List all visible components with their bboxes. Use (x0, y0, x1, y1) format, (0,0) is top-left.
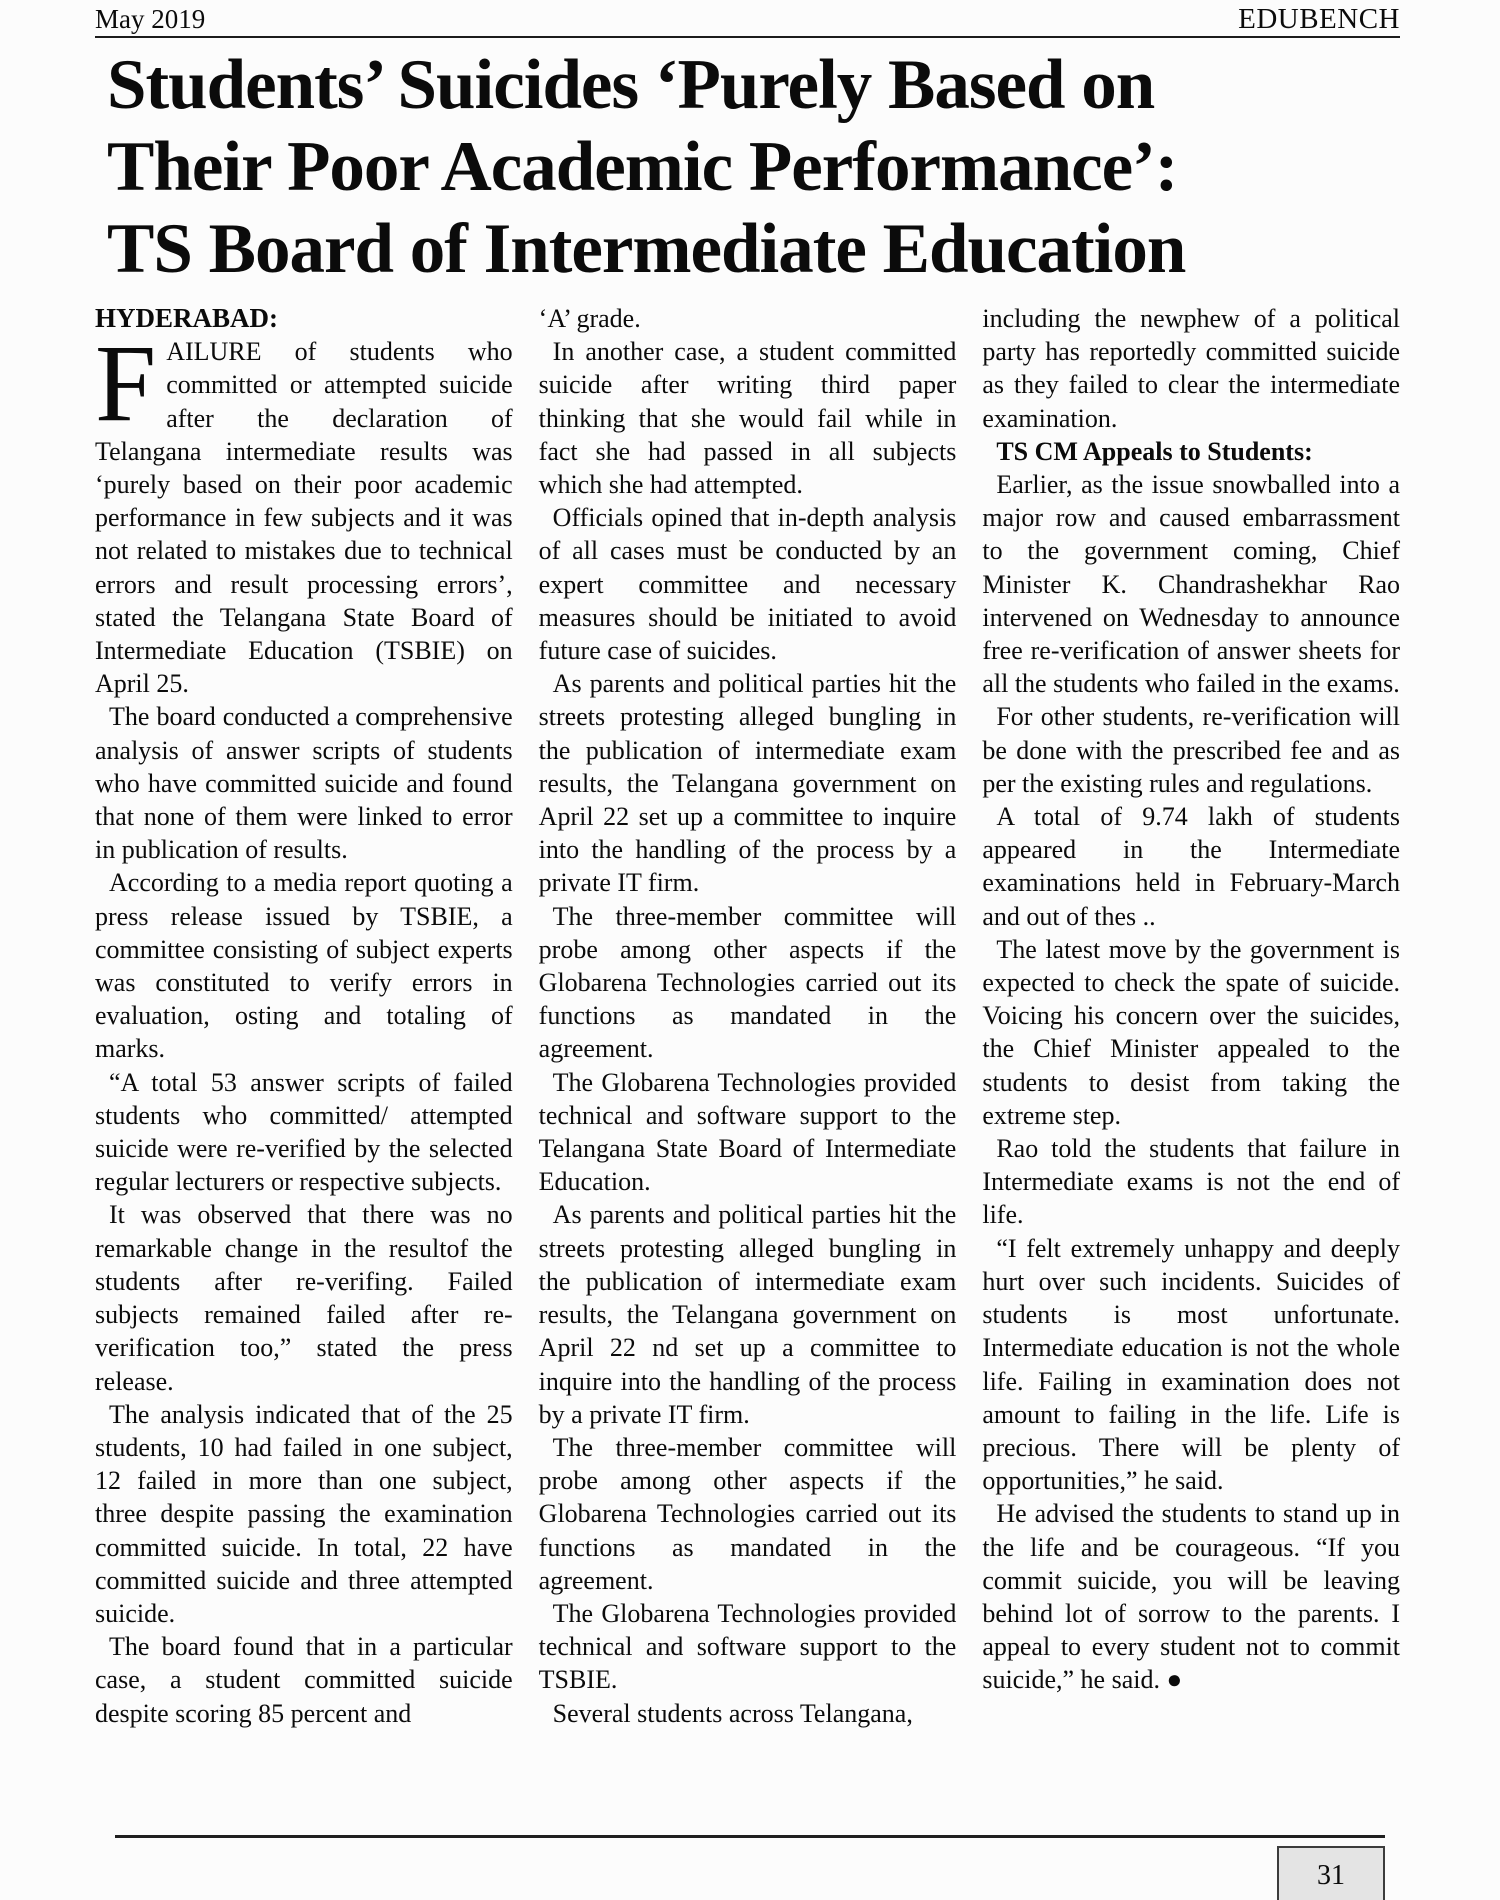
column-3 (982, 302, 1400, 1730)
paragraph: The Globarena Technologies provided technical and software support to the TSBIE. (538, 1598, 957, 1695)
paragraph-with-endmark: He advised the students to stand up in the life and be courageous. “If you commit suicide, you will be leaving behind lot of sorrow to the parents. I appeal to every student not to commit suicide,” he said. ● (982, 1499, 1401, 1695)
paragraph: Earlier, as the issue snowballed into a major row and caused embarrassment to the government coming, Chief Minister K. Chandrashekhar Rao intervened on Wednesday to announce free re-verification of answer sheets for all the students who failed in the exams. (982, 470, 1401, 699)
headline-line-3: TS Board of Intermediate Education (107, 210, 1186, 288)
paragraph: As parents and political parties hit the streets protesting alleged bungling in the publication of intermediate exam results, the Telangana government on April 22 set up a committee to inquire into the handling of the process by a private IT firm. (538, 669, 957, 898)
paragraph-text: AILURE of students who committed or attempted suicide after the declaration of Telangana intermediate results was ‘purely based on their poor academic performance in few subjects and it was not related to mistakes due to technical errors and result processing errors’, stated the Telangana State Board of Intermediate Education (TSBIE) on April 25. (95, 337, 513, 699)
paragraph: According to a media report quoting a press release issued by TSBIE, a committee consisting of subject experts was constituted to verify errors in evaluation, osting and totaling of marks. (95, 868, 513, 1064)
paragraph: In another case, a student committed suicide after writing third paper thinking that she would fail while in fact she had passed in all subjects which she had attempted. (538, 337, 957, 500)
page-number: 31 (1317, 1860, 1345, 1891)
issue-date: May 2019 (95, 4, 206, 34)
paragraph: The board conducted a comprehensive analysis of answer scripts of students who have committed suicide and found that none of them were linked to error in publication of results. (95, 702, 513, 865)
paragraph: The analysis indicated that of the 25 students, 10 had failed in one subject, 12 failed in more than one subject, three despite passing the examination committed suicide. In total, 22 have committed suicide and three attempted suicide. (95, 1399, 513, 1628)
page-content (95, 0, 1400, 1730)
headline-line-2: Their Poor Academic Performance’: (107, 128, 1178, 206)
masthead-rule (95, 36, 1400, 38)
lead-paragraph (95, 322, 513, 700)
paragraph: The latest move by the government is expected to check the spate of suicide. Voicing his concern over the suicides, the Chief Minister appealed to the students to desist from taking the extreme step. (982, 934, 1401, 1130)
footer-rule (115, 1835, 1385, 1838)
paragraph: It was observed that there was no remarkable change in the resultof the students after re-verifing. Failed subjects remained failed after re-verification too,” stated the press release. (95, 1200, 513, 1396)
paragraph: “I felt extremely unhappy and deeply hurt over such incidents. Suicides of students is most unfortunate. Intermediate education is not the whole life. Failing in examination does not amount to failing in the life. Life is precious. There will be plenty of opportunities,” he said. (982, 1233, 1401, 1496)
paragraph: The three-member committee will probe among other aspects if the Globarena Technologies carried out its functions as mandated in the agreement. (538, 1432, 957, 1595)
paragraph: The board found that in a particular case, a student committed suicide despite scoring 85 percent and (95, 1632, 513, 1728)
paragraph: The Globarena Technologies provided technical and software support to the Telangana State Board of Intermediate Education. (538, 1067, 957, 1197)
paragraph: Officials opined that in-depth analysis of all cases must be conducted by an expert committee and necessary measures should be initiated to avoid future case of suicides. (538, 503, 957, 666)
paragraph: The three-member committee will probe among other aspects if the Globarena Technologies carried out its functions as mandated in the agreement. (538, 901, 957, 1064)
publication-name: EDUBENCH (1238, 3, 1400, 35)
paragraph: As parents and political parties hit the streets protesting alleged bungling in the publication of intermediate exam results, the Telangana government on April 22 nd set up a committee to inquire into the handling of the process by a private IT firm. (538, 1200, 957, 1429)
article-body (95, 302, 1400, 1730)
masthead (95, 0, 1400, 34)
paragraph: Several students across Telangana, (552, 1698, 913, 1728)
paragraph: “A total 53 answer scripts of failed students who committed/ attempted suicide were re-verified by the selected regular lecturers or respective subjects. (95, 1067, 513, 1197)
paragraph: Rao told the students that failure in Intermediate exams is not the end of life. (982, 1134, 1401, 1230)
dropcap-letter: F (95, 322, 157, 445)
column-1 (95, 302, 513, 1730)
page-number-box (1277, 1846, 1385, 1900)
paragraph: A total of 9.74 lakh of students appeared in the Intermediate examinations held in February-March and out of thes .. (982, 802, 1401, 931)
article-headline (107, 44, 1400, 290)
dateline: HYDERABAD: (95, 303, 279, 333)
section-subhead: TS CM Appeals to Students: (996, 436, 1313, 466)
paragraph: For other students, re-verification will be done with the prescribed fee and as per the existing rules and regulations. (982, 702, 1401, 798)
paragraph-continuation: ‘A’ grade. (538, 304, 641, 333)
column-2 (539, 302, 957, 1730)
headline-line-1: Students’ Suicides ‘Purely Based on (107, 46, 1155, 124)
paragraph-continuation: including the newphew of a political party has reportedly committed suicide as they failed to clear the intermediate examination. (982, 304, 1401, 433)
